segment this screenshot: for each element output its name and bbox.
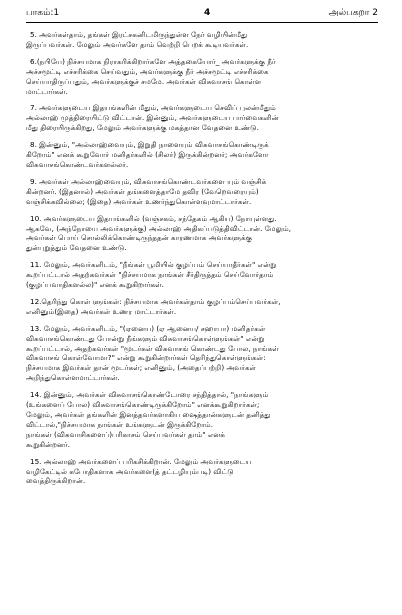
verse-paragraph bbox=[26, 324, 378, 383]
verse-line: விசுவாசங் கொள்வோமா?" என்று கூறுகின்றார்கள் தெரிந்துகொள்ளுங்கள்: bbox=[26, 353, 266, 363]
verse-line: அவர்கள் பொய் சொல்லிக்கொண்டிருந்ததன் காரணமாக அவர்களுக்கு bbox=[26, 233, 253, 243]
verse-paragraph bbox=[26, 177, 378, 207]
part-label: பாகம்:1 bbox=[26, 8, 60, 18]
verse-line: கின்றனர். (இதனால்) அவர்கள் தங்களைத்தாமே தவிர (வேறெவரையும்) bbox=[26, 186, 259, 196]
verse-paragraph bbox=[26, 140, 378, 170]
verse-line: வழிகேட்டில் கபோதிகளாக அவர்களை(த் தட்டழியும்படி) விட்டு bbox=[26, 466, 234, 476]
verse-line: ஆகவே, (அந்நோயை அவர்களுக்கு) அல்லாஹ் அதிகப்படுத்திவிட்டான். மேலும், bbox=[26, 223, 292, 233]
verse-line: 8. இன்னும், "அல்லாஹ்வையும், இறுதி நாளையும் விசுவாசங்கொண்டிருக் bbox=[30, 140, 269, 150]
verse-line: 6.(நபியே) நிச்சயமாக நிராகரிக்கிறார்களே அத்தகையோர்_ அவர்களுக்கு நீர் bbox=[30, 56, 276, 66]
verse-line: 5. அவர்கள்தாம், தங்கள் இரட்சகனிடமிருந்துள்ள நேர் வழியின்மீது bbox=[30, 30, 248, 39]
verse-line: 9. அவர்கள் அல்லாஹ்வையும், விசுவாசங்கொண்டவர்களை யும் வஞ்சிக் bbox=[30, 176, 267, 186]
verse-line: மீது திரையிருக்கிறது, மேலும் அவர்களுக்கு மகத்தான வேதனை உண்டு. bbox=[26, 123, 259, 133]
verse-line: கிறோம்" எனக் கூறுவோர் மனிதர்களில் (சிலர்) இருக்கின்றனர்; அவர்களோ bbox=[26, 150, 269, 160]
verse-line: 12.தெரிந்து கொள் ளுங்கள்: நிச்சயமாக அவர்கள்தாம் குழப்பம்செய்பவர்கள், bbox=[30, 296, 281, 306]
verse-line: 10. அவர்களுடைய இதயங்களில் (வஞ்சகம், சந்தேகம் ஆகிய) நோயுள்ளது. bbox=[30, 213, 277, 223]
verse-paragraph bbox=[26, 260, 378, 290]
header-divider bbox=[26, 22, 378, 23]
verse-line: 14. இன்னும், அவர்கள் விசுவாசங்கொண்டோரை சந்தித்தால், "நாங்களும் bbox=[30, 390, 269, 400]
page-header bbox=[26, 6, 378, 20]
page-number: 4 bbox=[204, 8, 211, 18]
verse-line: அறிந்துகொள்ளமாட்டார்கள். bbox=[26, 373, 120, 383]
verse-paragraph bbox=[26, 390, 378, 449]
verse-paragraph bbox=[26, 214, 378, 254]
verse-line: மேலும், அவர்கள் தங்களின் இனத்தவர்களாகிய ஷைத்தான்களுடன் தனித்து bbox=[26, 410, 271, 419]
verse-list bbox=[26, 30, 378, 493]
verse-paragraph bbox=[26, 57, 378, 97]
verse-line: நாங்கள் (விசுவாசிகளைப்)பரிகாசம் செய்பவர்கள் தாம்" எனக் bbox=[26, 429, 225, 439]
verse-line: 11. மேலும், அவர்களிடம், "நீங்கள் பூமியில் குழப்பம் செய்யாதீர்கள்" என்று bbox=[30, 260, 277, 270]
verse-paragraph bbox=[26, 103, 378, 133]
verse-line: வைத்திருக்கிறான். bbox=[26, 476, 86, 486]
verse-line: செய்யாதிருப்பதும், அவர்களுக்குச் சமமே. அவர்கள் விசுவாசங் கொள்ள bbox=[26, 76, 262, 86]
chapter-label: அல்பகறா 2 bbox=[328, 8, 378, 18]
verse-line: கூறப்பட்டால் அதற்கவர்கள் "நிச்சயமாக நாங்கள் சீர்திருத்தம் செய்வோர்தாம் bbox=[26, 270, 274, 280]
verse-line: இருப்பவர்கள். மேலும் அவர்களே தாம் வெற்றி பெறக் கூடியவர்கள். bbox=[26, 39, 249, 49]
verse-line: அச்சமூட்டி எச்சரிக்கை செய்வதும், அவர்களுக்கு நீர் அச்சமூட்டி எச்சரிக்கை bbox=[26, 66, 269, 76]
verse-line: கூறுகின்றனர். bbox=[26, 439, 70, 449]
verse-paragraph bbox=[26, 30, 378, 50]
verse-line: 7. அவர்களுடைய இதயங்களின் மீதும், அவர்களுடைய செவிப் புலன்மீதும் bbox=[30, 103, 276, 113]
verse-line: (குழப்பவாதிகளல்ல)" எனக் கூறுகிறார்கள். bbox=[26, 280, 164, 290]
verse-line: எனினும்(இதை) அவர்கள் உணர மாட்டார்கள். bbox=[26, 306, 177, 316]
verse-line: துன்புறுத்தும் வேதனை உண்டு. bbox=[26, 243, 127, 253]
verse-line: விட்டால்,"நிச்சயமாக நாங்கள் உங்களுடன் இருக்கிறோம். bbox=[26, 419, 214, 429]
verse-line: 13. மேலும், அவர்களிடம், "(ஏனைய) (ஏ ஆனைய/ சஹாபா) மனிதர்கள் bbox=[30, 323, 266, 333]
verse-line: நிச்சயமாக இவர்கள் தான் மூடர்கள்; எனினும், (அதைப்பற்றி) அவர்கள் bbox=[26, 363, 257, 373]
verse-line: மாட்டார்கள். bbox=[26, 86, 68, 96]
verse-line: விசுவாசங்கொண்டவர்களல்லர். bbox=[26, 159, 129, 169]
verse-line: (உங்களைப் போல) விசுவாசங்கொண்டிருக்கிறோம்" எனக்கூறுகிறார்கள்; bbox=[26, 400, 260, 410]
verse-line: அல்லாஹ் முத்திரையிட்டு விட்டான். இன்னும், அவர்களுடைய பார்வைகளின் bbox=[26, 113, 279, 123]
verse-line: விசுவாசங்கொண்டது போன்று நீங்களும் விசுவாசங்கொள்ளுங்கள்" என்று bbox=[26, 333, 265, 343]
verse-line: கூறப்பட்டால், அதற்கவர்கள் "மூடர்கள் விசுவாசங் கொண்டது போல, நாங்கள் bbox=[26, 343, 279, 353]
verse-paragraph bbox=[26, 457, 378, 487]
verse-paragraph bbox=[26, 297, 378, 317]
verse-line: 15. அல்லாஹ் அவர்களைப் பரிகசிக்கிறான். மேலும் அவர்களுடைய bbox=[30, 456, 252, 466]
verse-line: வஞ்சிக்கவில்லை; (இதை) அவர்கள் உணர்ந்துகொள்ளவுமாட்டார்கள். bbox=[26, 196, 252, 206]
